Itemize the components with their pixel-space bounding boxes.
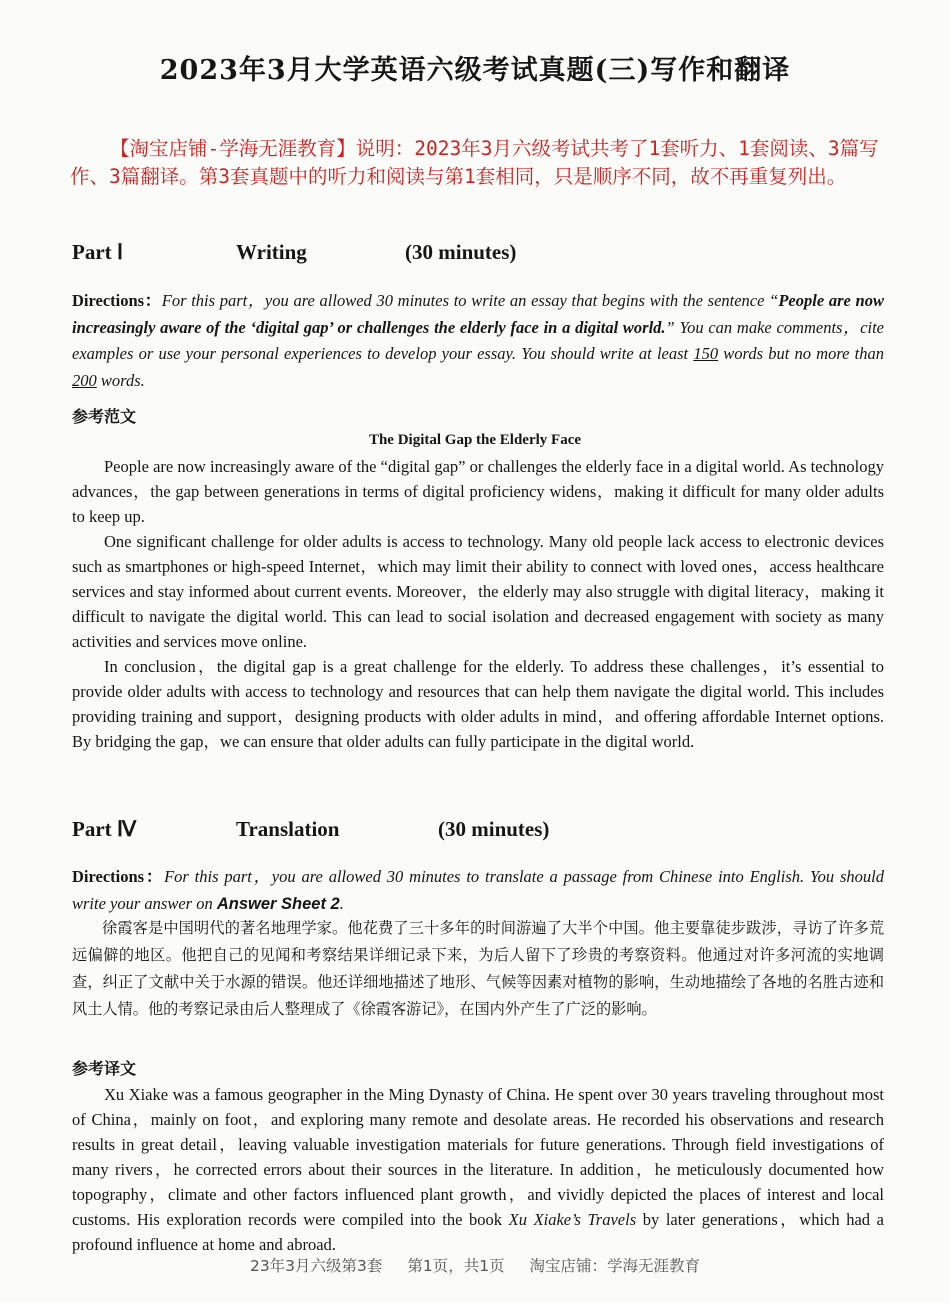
sample-essay-heading: 参考范文 [72,407,137,426]
part4-label: Part Ⅳ [72,817,137,841]
min-words: 150 [693,344,719,363]
part1-directions: Directions：For this part，you are allowed 30 minutes to write an essay that begins with the sentence “People are now increasingly aware of the ‘digital gap’ or challenges the elderly face in a digital world.” You can make comments，cite examples or use your personal experiences to develop your essay. You should write at least 150 words but no more than 200 words. [72,291,885,390]
essay-title: The Digital Gap the Elderly Face [368,432,582,448]
part4-directions: Directions：For this part，you are allowed 30 minutes to translate a passage from Chinese into English. You should write your answer on Answer Sheet 2. [72,867,884,913]
part1-name: Writing [236,240,307,264]
answer-sheet: Answer Sheet 2 [216,894,340,913]
part1-label: Part Ⅰ [72,240,124,264]
book-title: Xu Xiake’s Travels [508,1210,637,1229]
part1-time: (30 minutes) [405,240,517,264]
essay-paragraph: One significant challenge for older adults is access to technology. Many old people lack access to electronic devices such as smartphones or high-speed Internet，which may limit their ability to connect with loved ones，access healthcare services and stay informed about current events. Moreover，the elderly may also struggle with digital literacy，making it difficult to navigate the digital world. This can lead to social isolation and decreased engagement with society as many activities and services move online. [72,532,884,651]
directions-label: Directions： [72,291,162,310]
page-title: 2023年3月大学英语六级考试真题(三)写作和翻译 [159,55,791,86]
reference-translation [72,1082,884,1257]
essay-prompt: People are now increasingly aware of the ‘digital gap’ or challenges the elderly face in a digital world. [72,291,884,337]
directions-label: Directions： [72,867,165,886]
translation-heading: 参考译文 [72,1059,137,1078]
sample-essay [72,454,884,754]
footer-page: 第1页，共1页 [407,1257,505,1275]
part4-name: Translation [236,817,340,841]
red-notice: 【淘宝店铺-学海无涯教育】说明：2023年3月六级考试共考了1套听力、1套阅读、3篇写作、3篇翻译。第3套真题中的听力和阅读与第1套相同，只是顺序不同，故不再重复列出。 [70,137,879,188]
translation-text-end: by later generations，which had a profound influence at home and abroad. [72,1210,884,1254]
essay-paragraph: People are now increasingly aware of the “digital gap” or challenges the elderly face in a digital world. As technology advances，the gap between generations in terms of digital proficiency widens，making it difficult for many older adults to keep up. [72,457,884,526]
chinese-passage: 徐霞客是中国明代的著名地理学家。他花费了三十多年的时间游遍了大半个中国。他主要靠徒步跋涉，寻访了许多荒远偏僻的地区。他把自己的见闻和考察结果详细记录下来，为后人留下了珍贵的考察资料。他通过对许多河流的实地调查，纠正了文献中关于水源的错误。他还详细地描述了地形、气候等因素对植物的影响，生动地描绘了各地的名胜古迹和风土人情。他的考察记录由后人整理成了《徐霞客游记》，在国内外产生了广泛的影响。 [72,919,884,1018]
part4-time: (30 minutes) [438,817,550,841]
translation-text: Xu Xiake was a famous geographer in the Ming Dynasty of China. He spent over 30 years traveling throughout most of China，mainly on foot，and exploring many remote and desolate areas. He recorded his observations and research results in great detail，leaving valuable investigation materials for future generations. Through field investigations of many rivers，he corrected errors about their sources in the literature. In addition，he meticulously documented how topography，climate and other factors influenced plant growth，and vividly depicted the places of interest and local customs. His exploration records were compiled into the book [72,1085,884,1229]
essay-paragraph: In conclusion，the digital gap is a great challenge for the elderly. To address these challenges，it’s essential to provide older adults with access to technology and resources that can help them navigate the digital world. This includes providing training and support，designing products with older adults in mind，and offering affordable Internet options. By bridging the gap，we can ensure that older adults can fully participate in the digital world. [72,657,884,751]
footer-exam: 23年3月六级第3套 [249,1257,383,1275]
max-words: 200 [72,370,97,390]
footer-shop: 淘宝店铺：学海无涯教育 [529,1257,701,1275]
page-footer [0,1254,950,1276]
